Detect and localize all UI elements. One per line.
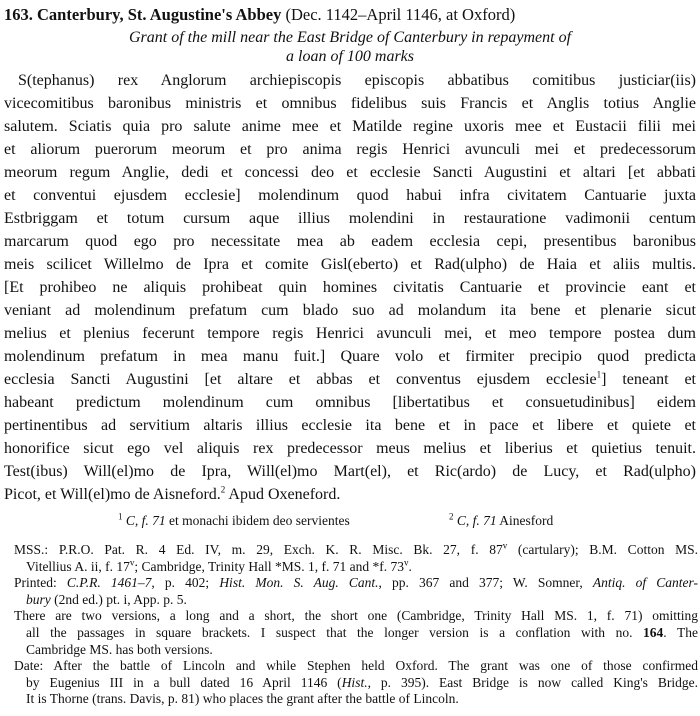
entry-date-place: (Dec. 1142–April 1146, at Oxford) [285, 5, 516, 24]
charter-line: Test(ibus) Will(el)mo de Ipra, Will(el)mo Mart(el), et Ric(ardo) de Lucy, et Rad(ulpho) [4, 463, 696, 480]
apparatus-line [14, 625, 698, 642]
charter-line [4, 483, 696, 506]
apparatus-line [14, 592, 698, 609]
apparatus-line: It is Thorne (trans. Davis, p. 81) who places the grant after the battle of Lincoln. [26, 691, 459, 707]
date-text: by Eugenius III in a bull dated 16 April 1146 ( [26, 674, 342, 690]
footnote-text: et monachi ibidem deo servientes [165, 513, 350, 528]
charter-line: et aliorum puerorum meorum et pro anima regis Henrici avunculi mei et predecessorum [4, 141, 696, 158]
charter-line: salutem. Sciatis quia pro salute anime mee et Matilde regine uxoris mee et Eustacii filii mei [4, 118, 696, 135]
printed-ref: C.P.R. 1461–7 [66, 575, 152, 591]
charter-line [4, 368, 696, 391]
apparatus-line [14, 658, 698, 675]
footnote-mark: 1 [118, 511, 123, 522]
mss-text: Vitellius A. ii, f. 17 [26, 558, 130, 574]
apparatus-line [14, 559, 698, 576]
printed-label: Printed: [14, 575, 57, 591]
footnote-ref-2[interactable]: 2 [220, 484, 226, 495]
mss-label: MSS.: [14, 542, 49, 557]
charter-line: honorifice sicut ego vel aliquis rex predecessor meus melius et liberius et quietius tenuit. [4, 440, 696, 457]
charter-line: marcarum quod ego pro necessitate mea ab eadem ecclesia cepi, presentibus baronibus [4, 233, 696, 250]
charter-line: molendinum prefatum in mea manu fuit.] Quare volo et firmiter precipio quod predicta [4, 348, 696, 365]
printed-text: (2nd ed.) pt. i, App. p. 5. [50, 591, 187, 607]
date-ref: Hist. [341, 674, 368, 690]
charter-line: [Et prohibeo ne aliquis prohibeat quin homines civitatis Cantuarie et provincie eant et [4, 279, 696, 296]
subtitle-line: a loan of 100 marks [286, 48, 414, 65]
mss-text: P.R.O. Pat. R. 4 Ed. IV, m. 29, Exch. K. R. Misc. Bk. 27, f. 87 [48, 542, 503, 557]
charter-text [4, 69, 696, 506]
date-text: After the battle of Lincoln and while Stephen held Oxford. The grant was one of those confirmed [43, 658, 698, 674]
apparatus-versions [14, 608, 698, 658]
footnote-ref: C, f. 71 [125, 513, 166, 528]
apparatus-line [14, 542, 698, 559]
apparatus-printed [14, 575, 698, 608]
charter-line: et conventui ejusdem ecclesie] molendinum quod habui infra civitatem Cantuarie juxta [4, 187, 696, 204]
verso-mark: v [403, 557, 409, 568]
printed-text: , p. 402; [151, 575, 220, 591]
charter-line-text: Picot, et Will(el)mo de Aisneford. [4, 486, 221, 503]
apparatus-line [14, 575, 698, 592]
cross-reference-number[interactable]: 164 [643, 624, 664, 640]
apparatus-line: There are two versions, a long and a short, the short one (Cambridge, Trinity Hall MS. 1, f. 71) omitting [14, 608, 698, 624]
critical-apparatus [14, 542, 698, 708]
printed-text: , pp. 367 and 377; W. Somner, [378, 575, 593, 591]
footnote-mark: 2 [449, 511, 454, 522]
entry-number: 163. [4, 5, 33, 24]
charter-line: habeant predictum molendinum cum omnibus [libertatibus et consuetudinibus] eidem [4, 394, 696, 411]
charter-line: veniant ad molendinum prefatum cum blado suo ad molandum ita bene et plenarie sicut [4, 302, 696, 319]
versions-text: . The [663, 624, 698, 640]
footnote-text: Ainesford [496, 513, 554, 528]
charter-line: melius et plenius fecerunt tempore regis Henrici avunculi mei, et meo tempore postea dum [4, 325, 696, 342]
footnote-ref: C, f. 71 [456, 513, 497, 528]
apparatus-line [14, 675, 698, 692]
printed-ref: bury [26, 591, 51, 607]
printed-ref: Hist. Mon. S. Aug. Cant. [219, 575, 379, 591]
footnotes [0, 512, 700, 532]
charter-line: meis scilicet Willelmo de Ipra et comite Gisl(eberto) et Rad(ulpho) de Haia et aliis multis. [4, 256, 696, 273]
apparatus-mss [14, 542, 698, 575]
charter-line-text: ecclesia Sancti Augustini [et altare et abbas et conventus ejusdem ecclesie [4, 371, 597, 388]
charter-line: vicecomitibus baronibus ministris et omnibus fidelibus suis Francis et Anglis totius Anglie [4, 95, 696, 112]
charter-line-text: Apud Oxeneford. [225, 486, 341, 503]
footnote-1 [118, 512, 350, 530]
mss-text: . [408, 558, 412, 574]
date-label: Date: [14, 658, 44, 674]
verso-mark: v [129, 557, 135, 568]
entry-place: Canterbury, St. Augustine's Abbey [37, 5, 282, 24]
entry-heading [4, 4, 696, 26]
verso-mark: v [502, 540, 508, 551]
charter-line: meorum regum Anglie, dedi et concessi deo et ecclesie Sancti Augustini et altari [et abbati [4, 164, 696, 181]
footnote-ref-1[interactable]: 1 [596, 369, 602, 380]
charter-line: Estbriggam et totum cursum aque illius molendini in restauratione vadimonii centum [4, 210, 696, 227]
mss-text: (cartulary); B.M. Cotton MS. [507, 542, 698, 557]
apparatus-line: Cambridge MS. has both versions. [26, 641, 213, 657]
footnote-2 [449, 512, 553, 530]
versions-text: all the passages in square brackets. I suspect that the longer version is a conflation with no. [26, 624, 644, 640]
charter-line: pertinentibus ad servitium altaris illius ecclesie ita bene et in pace et libere et quiete et [4, 417, 696, 434]
charter-line: S(tephanus) rex Anglorum archiepiscopis episcopis abbatibus comitibus justiciar(iis) [18, 72, 696, 89]
apparatus-date [14, 658, 698, 708]
printed-ref: Antiq. of Canter- [592, 575, 698, 591]
charter-line-text: ] teneant et [601, 371, 696, 388]
entry-subtitle [0, 28, 700, 66]
date-text: , p. 395). East Bridge is now called King's Bridge. [367, 674, 698, 690]
subtitle-line: Grant of the mill near the East Bridge of Canterbury in repayment of [128, 29, 572, 46]
mss-text: ; Cambridge, Trinity Hall *MS. 1, f. 71 and *f. 73 [134, 558, 404, 574]
